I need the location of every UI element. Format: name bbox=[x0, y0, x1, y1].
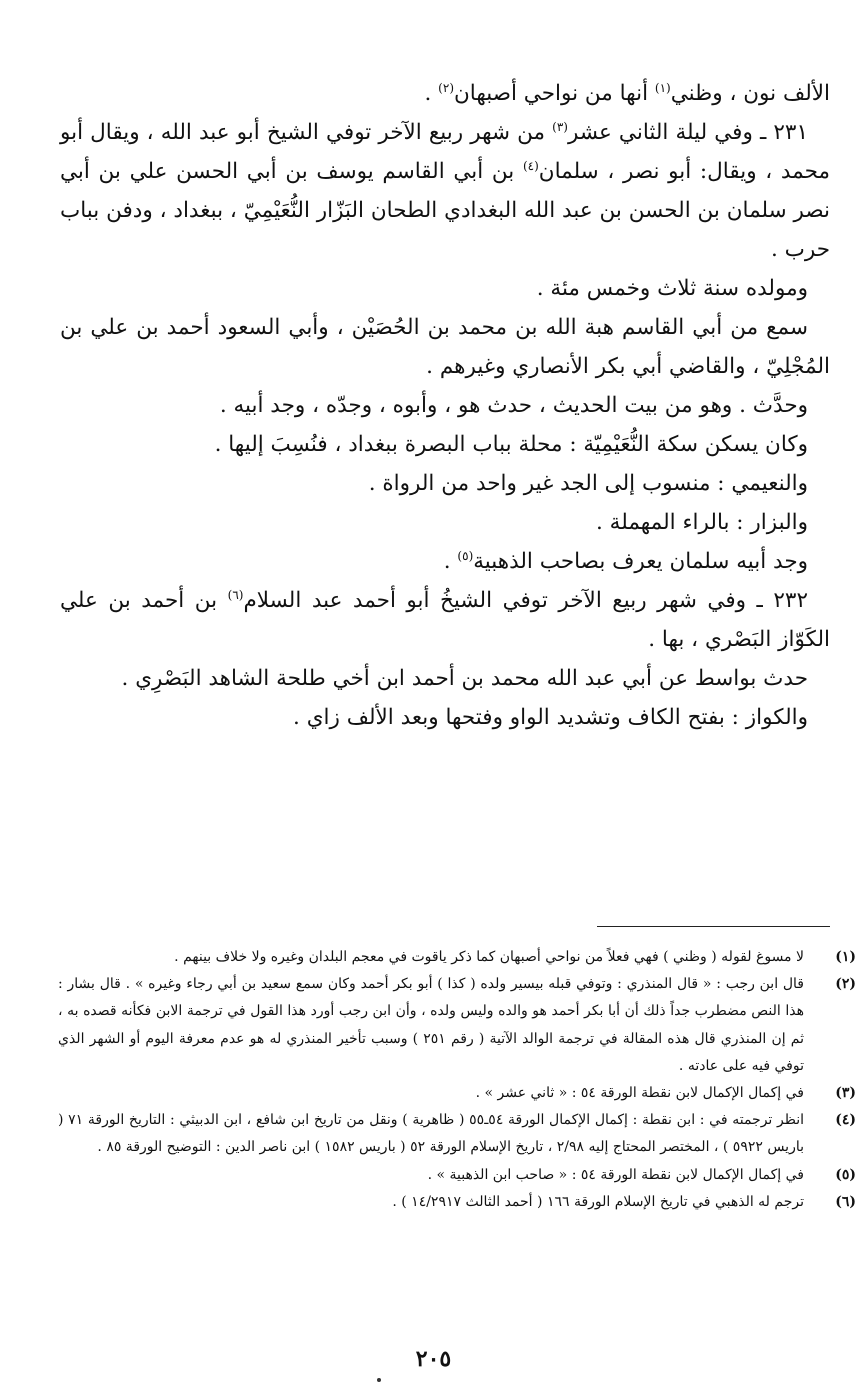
nuaymi-note: والنعيمي : منسوب إلى الجد غير واحد من الرواة . bbox=[368, 471, 808, 496]
footnote-text: انظر ترجمته في : ابن نقطة : إكمال الإكمال الورقة ٥٤ـ٥٥ ( ظاهرية ) ونقل من تاريخ ابن شافع ، ابن الدبيثي : التاريخ الورقة ٧١ ( باريس ٥٩٢٢ ) ، المختصر المحتاج إليه ٢/٩٨ ، تاريخ الإسلام الورقة ٥٢ ( باريس ١٥٨٢ ) ابن ناصر الدين : التوضيح الورقة ٨٥ . bbox=[58, 1112, 804, 1156]
footnote-5 bbox=[58, 1162, 856, 1189]
entry-232 bbox=[60, 581, 830, 659]
footnote-number: (٦) bbox=[835, 1193, 856, 1210]
footnote-ref-2[interactable]: (٢) bbox=[438, 80, 454, 95]
footnote-text: ترجم له الذهبي في تاريخ الإسلام الورقة ١٦٦ ( أحمد الثالث ١٤/٢٩١٧ ) . bbox=[392, 1193, 804, 1210]
paragraph-text: أنها من نواحي أصبهان bbox=[454, 81, 655, 106]
footnote-number: (٣) bbox=[835, 1085, 856, 1102]
kawwaz-note: والكواز : بفتح الكاف وتشديد الواو وفتحها وبعد الألف زاي . bbox=[293, 705, 808, 730]
footnote-4 bbox=[58, 1107, 856, 1161]
page-number: ٢٠٥ bbox=[415, 1346, 452, 1372]
footnote-divider bbox=[597, 926, 830, 927]
footnote-number: (٢) bbox=[835, 976, 856, 993]
main-text bbox=[60, 74, 830, 737]
footnote-2 bbox=[58, 971, 856, 1080]
entry-text: بن أحمد بن علي الكَوّاز البَصْري ، بها . bbox=[60, 588, 830, 652]
footnote-ref-6[interactable]: (٦) bbox=[227, 587, 244, 602]
footnote-number: (٤) bbox=[835, 1112, 856, 1129]
paragraph-text: . bbox=[443, 549, 458, 574]
footnote-ref-5[interactable]: (٥) bbox=[457, 548, 474, 563]
bazzar-note: والبزار : بالراء المهملة . bbox=[596, 510, 808, 535]
footnote-text: لا مسوغ لقوله ( وظني ) فهي فعلاً من نواحي أصبهان كما ذكر ياقوت في معجم البلدان وغيره ولا خلاف بينهم . bbox=[174, 949, 804, 965]
grandfather-paragraph bbox=[60, 542, 830, 581]
entry-text: ٢٣١ ـ وفي ليلة الثاني عشر bbox=[567, 120, 808, 145]
footnote-ref-4[interactable]: (٤) bbox=[522, 158, 539, 173]
entry-231 bbox=[60, 113, 830, 269]
footnote-3 bbox=[58, 1080, 856, 1107]
teachers-paragraph: سمع من أبي القاسم هبة الله بن محمد بن الحُصَيْن ، وأبي السعود أحمد بن علي بن المُجْلِيّ ، والقاضي أبي بكر الأنصاري وغيرهم . bbox=[60, 315, 830, 379]
paragraph-text: وجد أبيه سلمان يعرف بصاحب الذهبية bbox=[473, 549, 808, 574]
paragraph-continuation bbox=[60, 74, 830, 113]
entry-text: بن أبي القاسم يوسف بن أبي الحسن علي بن أبي نصر سلمان بن الحسن بن عبد الله البغدادي الطحان البَزّار النُّعَيْمِيّ ، ببغداد ، ودفن بباب حرب . bbox=[60, 159, 830, 262]
footnotes bbox=[58, 944, 856, 1216]
entry-text: ٢٣٢ ـ وفي شهر ربيع الآخر توفي الشيخُ أبو أحمد عبد السلام bbox=[243, 588, 808, 613]
footnote-text: في إكمال الإكمال لابن نقطة الورقة ٥٤ : « ثاني عشر » . bbox=[475, 1085, 804, 1102]
residence-paragraph: وكان يسكن سكة النُّعَيْمِيّة : محلة بباب البصرة ببغداد ، فنُسِبَ إليها . bbox=[214, 432, 808, 457]
paragraph-text: . bbox=[424, 81, 439, 106]
print-speck bbox=[377, 1378, 381, 1382]
footnote-ref-3[interactable]: (٣) bbox=[552, 119, 568, 134]
footnote-number: (٥) bbox=[835, 1166, 856, 1183]
narration-paragraph: وحدَّث . وهو من بيت الحديث ، حدث هو ، وأبوه ، وجدّه ، وجد أبيه . bbox=[219, 393, 808, 418]
footnote-ref-1[interactable]: (١) bbox=[654, 80, 671, 95]
footnote-text: قال ابن رجب : « قال المنذري : وتوفي قبله بيسير ولده ( كذا ) أبو بكر أحمد وكان سمع سعيد بن أبي رجاء وغيره » . قال بشار : هذا النص مضطرب جداً ذلك أن أبا بكر أحمد هو والده وليس ولده ، وأن ابن رجب أورد هذا القول في ترجمة الابن فكأنه قصده به ، ثم إن المنذري قال هذه المقالة في ترجمة الوالد الآتية ( رقم ٢٥١ ) وسبب تأخير المنذري له هو عدم معرفة اليوم أو الشهر الذي توفي فيه على عادته . bbox=[58, 976, 804, 1074]
footnote-1 bbox=[58, 944, 856, 971]
birth-paragraph: ومولده سنة ثلاث وخمس مئة . bbox=[536, 276, 808, 301]
entry-text: من شهر ربيع الآخر توفي الشيخ أبو عبد الله ، ويقال أبو محمد ، ويقال: أبو نصر ، سلمان bbox=[60, 120, 830, 184]
wasit-paragraph: حدث بواسط عن أبي عبد الله محمد بن أحمد ابن أخي طلحة الشاهد البَصْرِي . bbox=[121, 666, 808, 691]
paragraph-text: الألف نون ، وظني bbox=[670, 81, 830, 106]
footnote-number: (١) bbox=[835, 949, 856, 965]
footnote-text: في إكمال الإكمال لابن نقطة الورقة ٥٤ : « صاحب ابن الذهبية » . bbox=[427, 1166, 804, 1183]
footnote-6 bbox=[58, 1189, 856, 1216]
